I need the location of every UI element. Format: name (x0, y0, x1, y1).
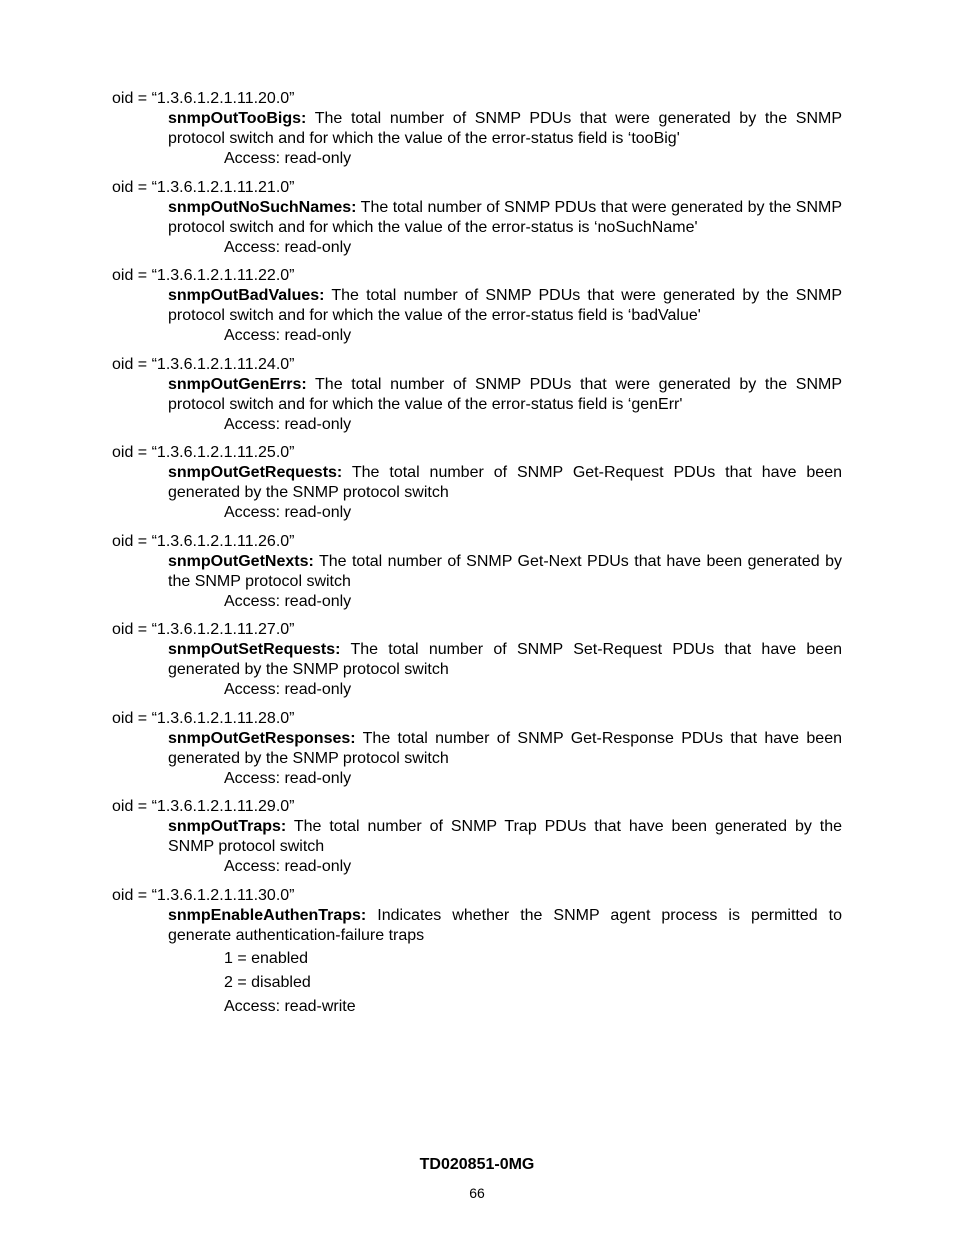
object-description (168, 552, 842, 592)
access-line: Access: read-only (224, 150, 352, 167)
mib-object-list (112, 89, 842, 1025)
value-list (224, 949, 842, 993)
access-line: Access: read-only (224, 592, 352, 610)
object-description-text: The total number of SNMP PDUs that were generated by the SNMP protocol switch and for which the value of the error-status field is ‘badValue' (168, 287, 842, 324)
mib-entry (112, 443, 842, 523)
object-description-text: The total number of SNMP Get-Next PDUs that have been generated by the SNMP protocol switch (168, 552, 842, 590)
mib-entry (112, 532, 842, 612)
mib-entry (112, 709, 842, 789)
access-line: Access: read-only (224, 858, 352, 875)
mib-entry (112, 89, 842, 169)
access-line: Access: read-only (224, 238, 352, 256)
access-line: Access: read-write (224, 997, 356, 1015)
object-name: snmpOutGetNexts: (168, 552, 314, 570)
object-description (168, 729, 842, 769)
object-description (168, 817, 842, 857)
oid-line: oid = “1.3.6.1.2.1.11.25.0” (112, 444, 295, 461)
oid-line: oid = “1.3.6.1.2.1.11.28.0” (112, 709, 295, 727)
value-item: 2 = disabled (224, 973, 311, 991)
object-description (168, 640, 842, 680)
mib-entry (112, 355, 842, 435)
object-name: snmpOutTraps: (168, 818, 287, 835)
object-description-text: Indicates whether the SNMP agent process is permitted to generate authentication-failure traps (168, 906, 842, 944)
mib-entry (112, 178, 842, 258)
oid-line: oid = “1.3.6.1.2.1.11.21.0” (112, 178, 295, 196)
object-name: snmpOutGetResponses: (168, 729, 356, 747)
object-description-text: The total number of SNMP Trap PDUs that have been generated by the SNMP protocol switch (168, 818, 842, 855)
access-line: Access: read-only (224, 681, 352, 698)
object-description (168, 375, 842, 415)
object-description (168, 463, 842, 503)
mib-entry (112, 797, 842, 877)
object-name: snmpOutTooBigs: (168, 110, 307, 127)
object-description-text: The total number of SNMP Set-Request PDUs that have been generated by the SNMP protocol switch (168, 641, 842, 678)
object-name: snmpOutSetRequests: (168, 641, 341, 658)
document-code: TD020851-0MG (419, 1156, 535, 1173)
oid-line: oid = “1.3.6.1.2.1.11.26.0” (112, 532, 295, 550)
object-name: snmpOutGenErrs: (168, 375, 307, 393)
value-item: 1 = enabled (224, 949, 309, 967)
access-line: Access: read-only (224, 769, 352, 787)
mib-entry (112, 886, 842, 1017)
object-description-text: The total number of SNMP PDUs that were generated by the SNMP protocol switch and for which the value of the error-status field is ‘tooBig' (168, 110, 842, 147)
oid-line: oid = “1.3.6.1.2.1.11.29.0” (112, 798, 295, 815)
access-line: Access: read-only (224, 415, 352, 433)
object-description-text: The total number of SNMP Get-Request PDUs that have been generated by the SNMP protocol switch (168, 464, 842, 501)
object-description-text: The total number of SNMP Get-Response PDUs that have been generated by the SNMP protocol switch (168, 729, 842, 767)
access-line: Access: read-only (224, 504, 352, 521)
object-name: snmpOutGetRequests: (168, 464, 343, 481)
oid-line: oid = “1.3.6.1.2.1.11.27.0” (112, 621, 295, 638)
object-description (168, 109, 842, 149)
oid-line: oid = “1.3.6.1.2.1.11.22.0” (112, 267, 295, 284)
object-description (168, 286, 842, 326)
object-description-text: The total number of SNMP PDUs that were generated by the SNMP protocol switch and for which the value of the error-status is ‘noSuchName' (168, 198, 842, 236)
object-name: snmpOutBadValues: (168, 287, 325, 304)
object-description-text: The total number of SNMP PDUs that were generated by the SNMP protocol switch and for which the value of the error-status field is ‘genErr' (168, 375, 842, 413)
object-name: snmpOutNoSuchNames: (168, 198, 357, 216)
object-description (168, 906, 842, 946)
oid-line: oid = “1.3.6.1.2.1.11.20.0” (112, 90, 295, 107)
object-name: snmpEnableAuthenTraps: (168, 906, 367, 924)
oid-line: oid = “1.3.6.1.2.1.11.30.0” (112, 886, 295, 904)
mib-entry (112, 620, 842, 700)
access-line: Access: read-only (224, 327, 352, 344)
mib-entry (112, 266, 842, 346)
object-description (168, 198, 842, 238)
page-number: 66 (469, 1185, 485, 1201)
oid-line: oid = “1.3.6.1.2.1.11.24.0” (112, 355, 295, 373)
